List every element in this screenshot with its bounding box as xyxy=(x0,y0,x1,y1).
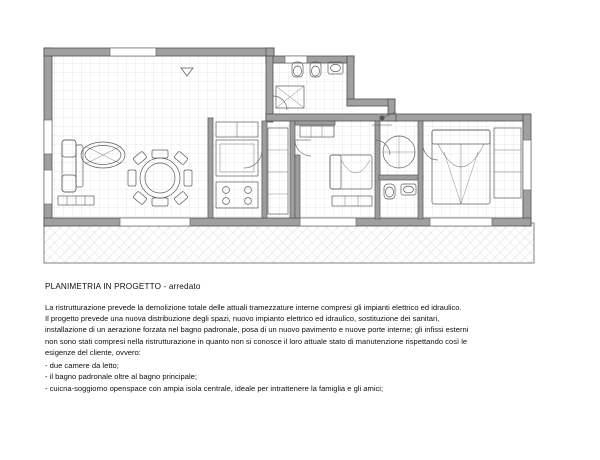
description-block xyxy=(45,282,565,394)
description-line: Il progetto prevede una nuova distribuzione degli spazi, nuovo impianto elettrico ed idraulico, sostituzione dei sanitari, xyxy=(45,314,440,324)
interior-floor xyxy=(52,52,526,223)
plan-caption: PLANIMETRIA IN PROGETTO - arredato xyxy=(45,282,201,291)
list-item: - il bagno padronale oltre al bagno principale; xyxy=(45,372,197,382)
description-line: non sono stati compresi nella ristrutturazione in quanto non si conosce il loro attuale stato di manutenzione rispettando così le xyxy=(45,336,468,346)
description-paragraph xyxy=(45,302,565,358)
terrace-area xyxy=(44,223,534,263)
list-item: - due camere da letto; xyxy=(45,361,119,371)
description-line: esigenze del cliente, ovvero: xyxy=(45,347,141,357)
requirements-list xyxy=(45,360,565,394)
description-line: installazione di un aerazione forzata nel bagno padronale, posa di un nuovo pavimento e nuove porte interne; gli infissi esterni xyxy=(45,325,469,335)
description-line: La ristrutturazione prevede la demolizione totale delle attuali tramezzature interne compresi gli impianti elettrico ed idraulico. xyxy=(45,303,462,312)
list-item: - cuicna-soggiorno openspace con ampia isola centrale, ideale per intrattenere la famiglia e gli amici; xyxy=(45,383,384,393)
